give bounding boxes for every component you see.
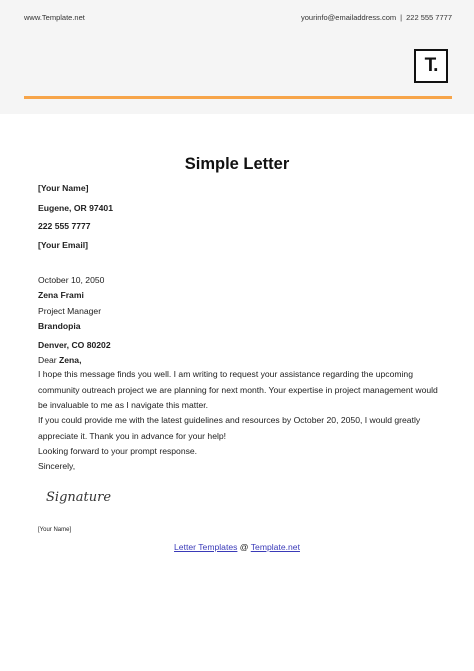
template-logo [414,49,448,83]
salutation-prefix: Dear [38,355,60,365]
recipient-city: Denver, CO 80202 [38,340,111,350]
header-accent-bar [24,96,452,99]
body-paragraph-1: I hope this message finds you well. I am writing to request your assistance regarding the upcoming community outreach project we are planning for next month. Your expertise in project management would be invaluable to me as I navigate this matter. [38,369,438,410]
salutation-name: Zena, [59,355,82,365]
header-email[interactable]: yourinfo@emailaddress.com [301,13,397,22]
header-separator: | [400,13,403,22]
sender-name: [Your Name] [38,183,89,193]
site-url[interactable]: www.Template.net [24,13,85,22]
sender-email: [Your Email] [38,240,88,250]
salutation [38,355,81,366]
header-phone: 222 555 7777 [406,13,452,22]
footer-link-template-net[interactable]: Template.net [250,542,300,552]
signature: Signature [46,490,112,505]
signature-name: [Your Name] [38,527,72,533]
recipient-company: Brandopia [38,321,81,331]
sender-city: Eugene, OR 97401 [38,203,113,213]
closing: Sincerely, [38,461,76,471]
recipient-title: Project Manager [38,306,102,316]
footer-connector: @ [237,542,251,552]
logo-text: T. [424,55,438,76]
footer-link-letter-templates[interactable]: Letter Templates [174,542,238,552]
letter-title: Simple Letter [184,155,290,173]
header-contact [301,13,452,22]
body-paragraph-2: If you could provide me with the latest guidelines and resources by October 20, 2050, I would greatly appreciate it. Thank you in advance for your help! [38,415,421,441]
page-header [0,0,474,114]
sender-phone: 222 555 7777 [38,221,91,231]
letter-date: October 10, 2050 [38,275,105,285]
recipient-name: Zena Frami [38,290,84,300]
body-paragraph-3: Looking forward to your prompt response. [38,446,198,456]
footer [0,542,474,552]
